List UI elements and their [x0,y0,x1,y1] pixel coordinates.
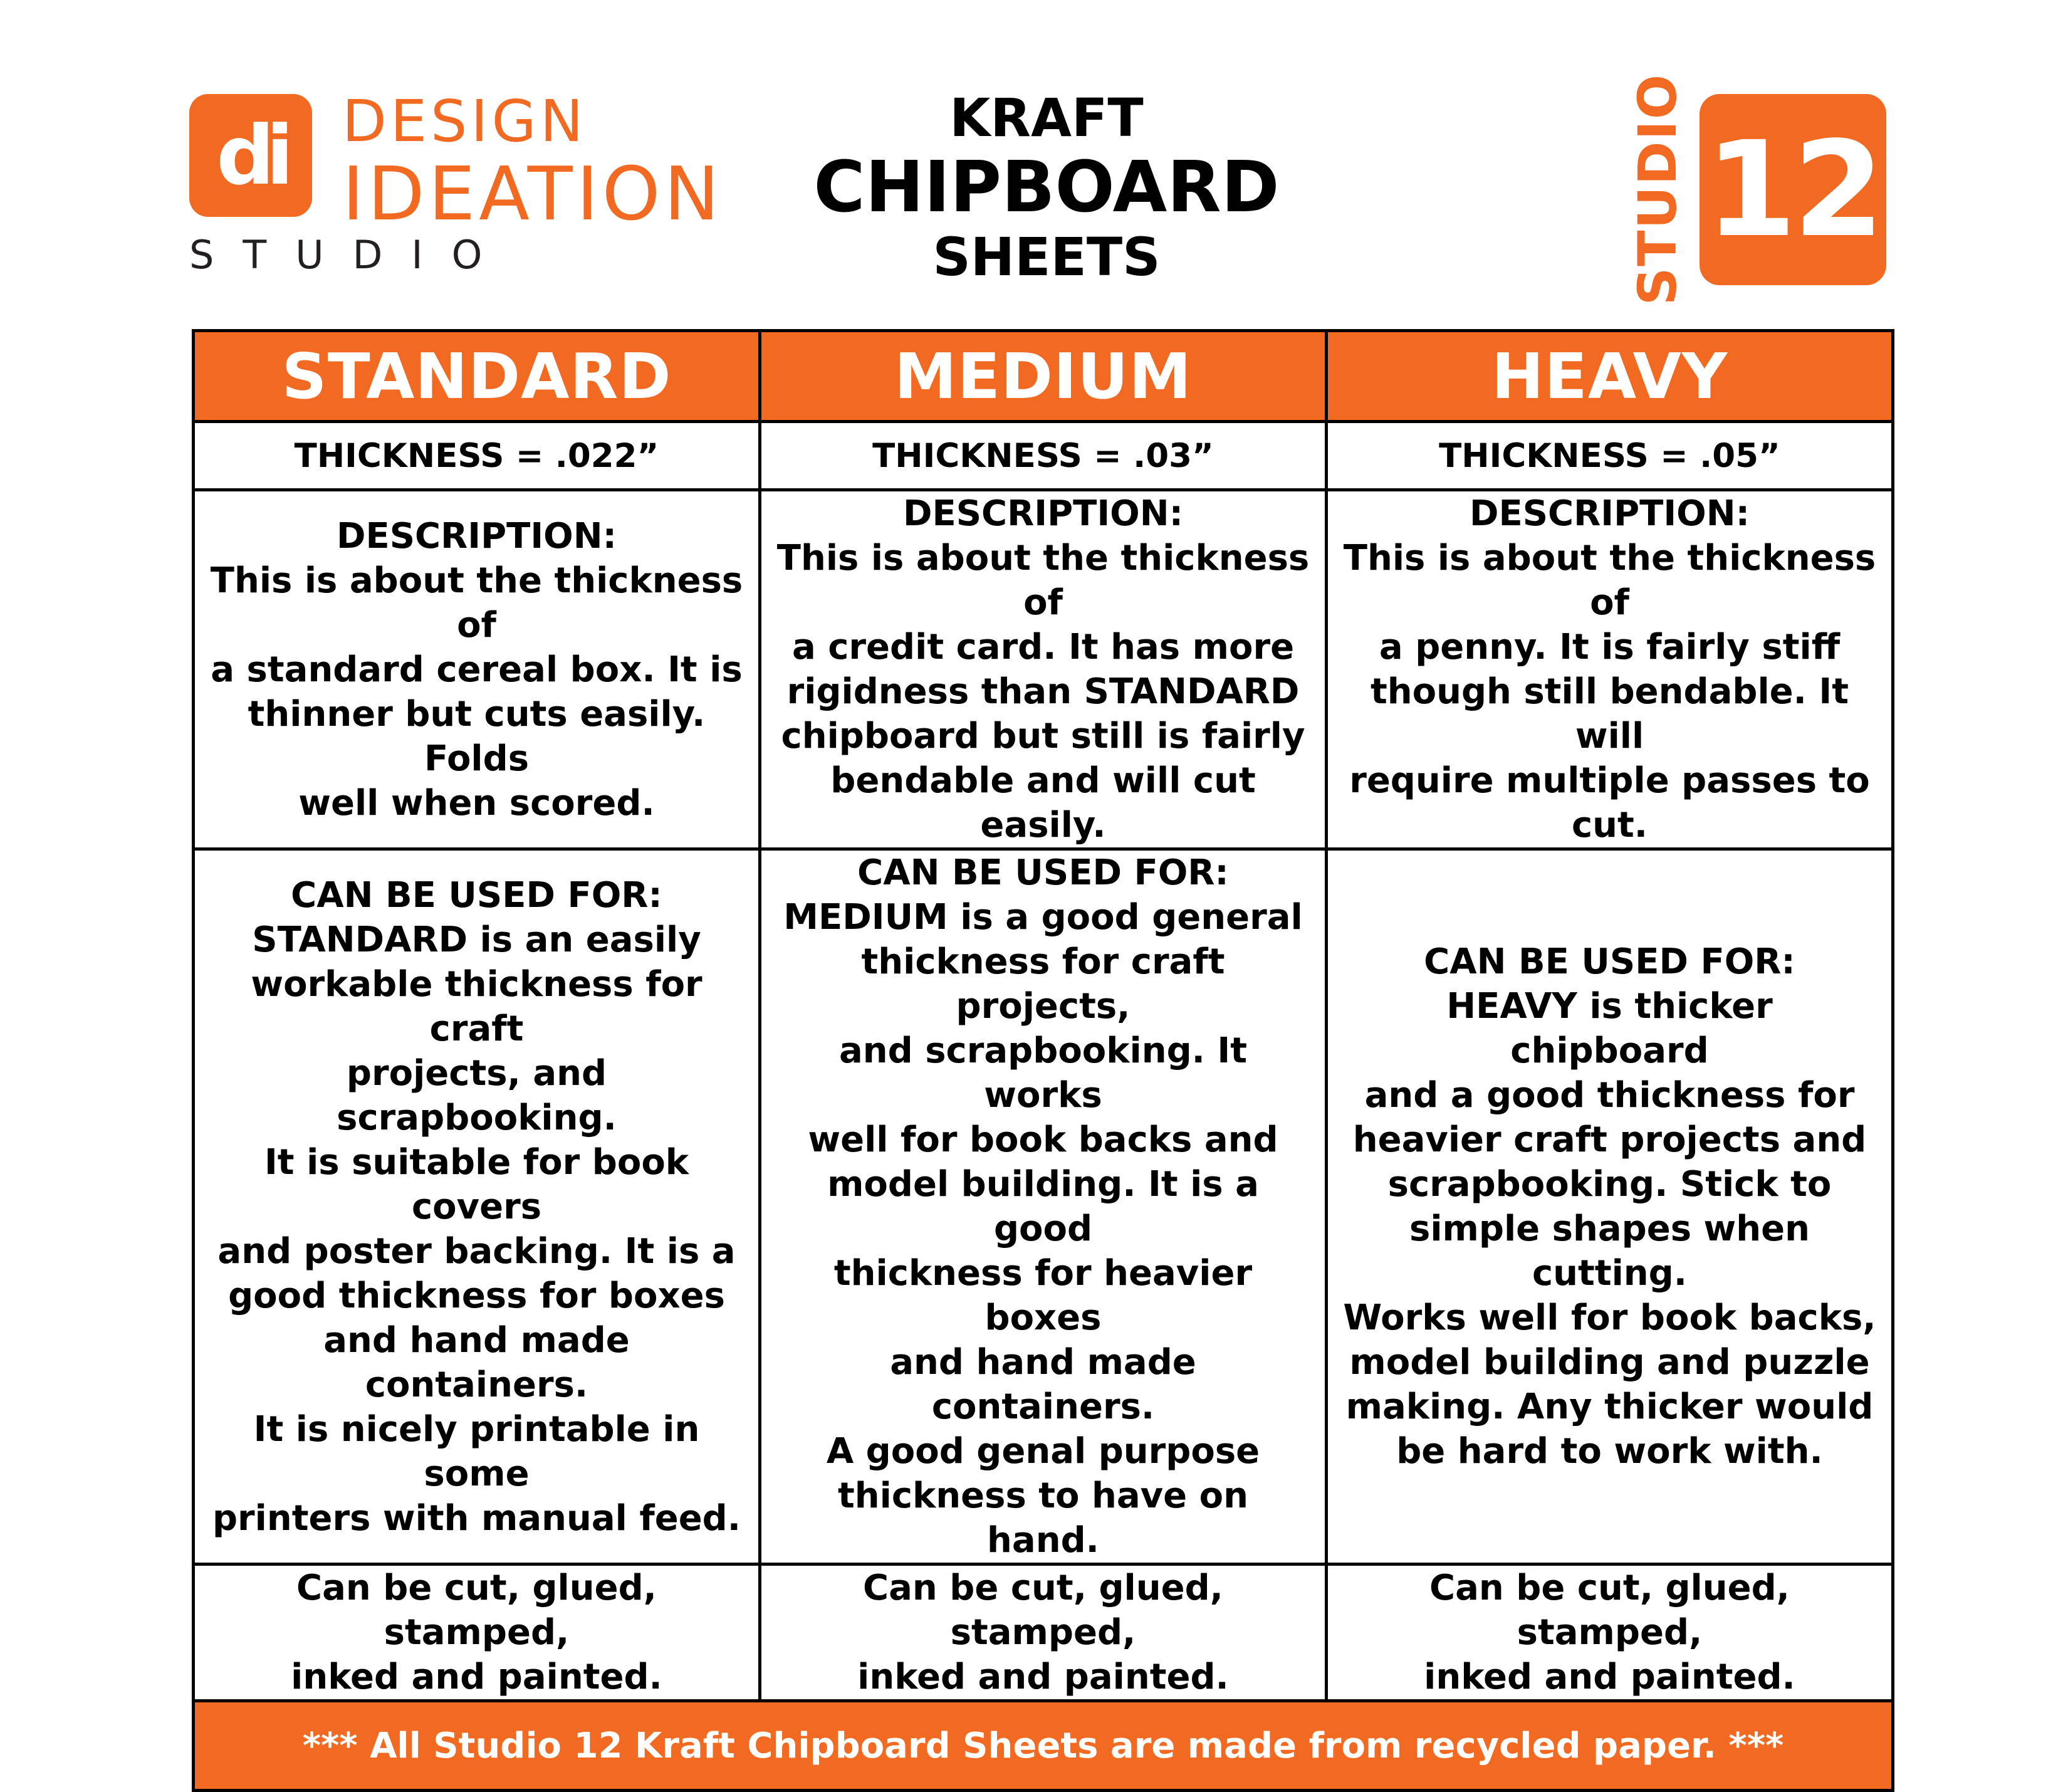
page-title [796,86,1297,288]
uses-text-heavy: HEAVY is thicker chipboard and a good thickness for heavier craft projects and scrapbooking. Stick to simple shapes when cutting. Works well for book backs, model building and puzzle making. Any thicker would be hard to work with. [1343,986,1876,1472]
column-header-standard: STANDARD [194,331,760,422]
brand-ideation-text: IDEATION [342,150,723,237]
di-logo-icon [189,94,312,217]
column-header-medium: MEDIUM [760,331,1327,422]
thickness-heavy: THICKNESS = .05” [1327,422,1893,490]
uses-label: CAN BE USED FOR: [291,874,662,916]
title-line-sheets: SHEETS [932,226,1161,288]
uses-label: CAN BE USED FOR: [857,852,1229,893]
finishing-text-standard: Can be cut, glued, stamped, inked and painted. [291,1568,662,1697]
description-text-heavy: This is about the thickness of a penny. It is fairly stiff though still bendable. It will require multiple passes to cut. [1343,538,1876,846]
description-cell-medium [760,490,1327,849]
studio-12-logo [1623,73,1886,306]
table-header-row [194,331,1893,422]
finishing-cell-standard [194,1564,760,1701]
uses-text-medium: MEDIUM is a good general thickness for craft projects, and scrapbooking. It works well for book backs and model building. It is a good thickness for heavier boxes and hand made containers. A good genal purpose thickness to have on hand. [783,897,1303,1561]
finishing-cell-medium [760,1564,1327,1701]
thickness-standard: THICKNESS = .022” [194,422,760,490]
description-row [194,490,1893,849]
footer-row [194,1701,1893,1791]
description-text-standard: This is about the thickness of a standard cereal box. It is thinner but cuts easily. Folds well when scored. [210,560,743,824]
description-cell-heavy [1327,490,1893,849]
uses-text-standard: STANDARD is an easily workable thickness for craft projects, and scrapbooking. It is suitable for book covers and poster backing. It is a good thickness for boxes and hand made containers. It is nicely printable in some printers with manual feed. [212,919,741,1539]
recycled-paper-note: *** All Studio 12 Kraft Chipboard Sheets are made from recycled paper. *** [194,1701,1893,1791]
di-badge-text: di [216,108,285,203]
studio-vertical-text: STUDIO [1627,73,1688,306]
description-label: DESCRIPTION: [1469,493,1750,534]
description-label: DESCRIPTION: [902,493,1184,534]
uses-cell-standard [194,849,760,1564]
brand-studio-text: STUDIO [189,232,511,278]
studio-number-text: 12 [1705,113,1881,266]
column-header-heavy: HEAVY [1327,331,1893,422]
chipboard-comparison-table [192,329,1894,1792]
studio-vertical-label [1623,73,1692,306]
title-line-kraft: KRAFT [949,87,1144,149]
finishing-text-medium: Can be cut, glued, stamped, inked and painted. [857,1568,1229,1697]
uses-cell-heavy [1327,849,1893,1564]
uses-label: CAN BE USED FOR: [1424,941,1795,982]
studio-12-badge [1700,94,1886,285]
thickness-medium: THICKNESS = .03” [760,422,1327,490]
design-ideation-studio-logo [189,88,728,278]
description-cell-standard [194,490,760,849]
title-line-chipboard: CHIPBOARD [813,147,1280,228]
finishing-row [194,1564,1893,1701]
brand-design-text: DESIGN [342,88,587,155]
finishing-text-heavy: Can be cut, glued, stamped, inked and painted. [1424,1568,1795,1697]
uses-row [194,849,1893,1564]
thickness-row [194,422,1893,490]
description-text-medium: This is about the thickness of a credit card. It has more rigidness than STANDARD chipboard but still is fairly bendable and will cut easily. [776,538,1310,846]
finishing-cell-heavy [1327,1564,1893,1701]
description-label: DESCRIPTION: [336,515,617,557]
uses-cell-medium [760,849,1327,1564]
